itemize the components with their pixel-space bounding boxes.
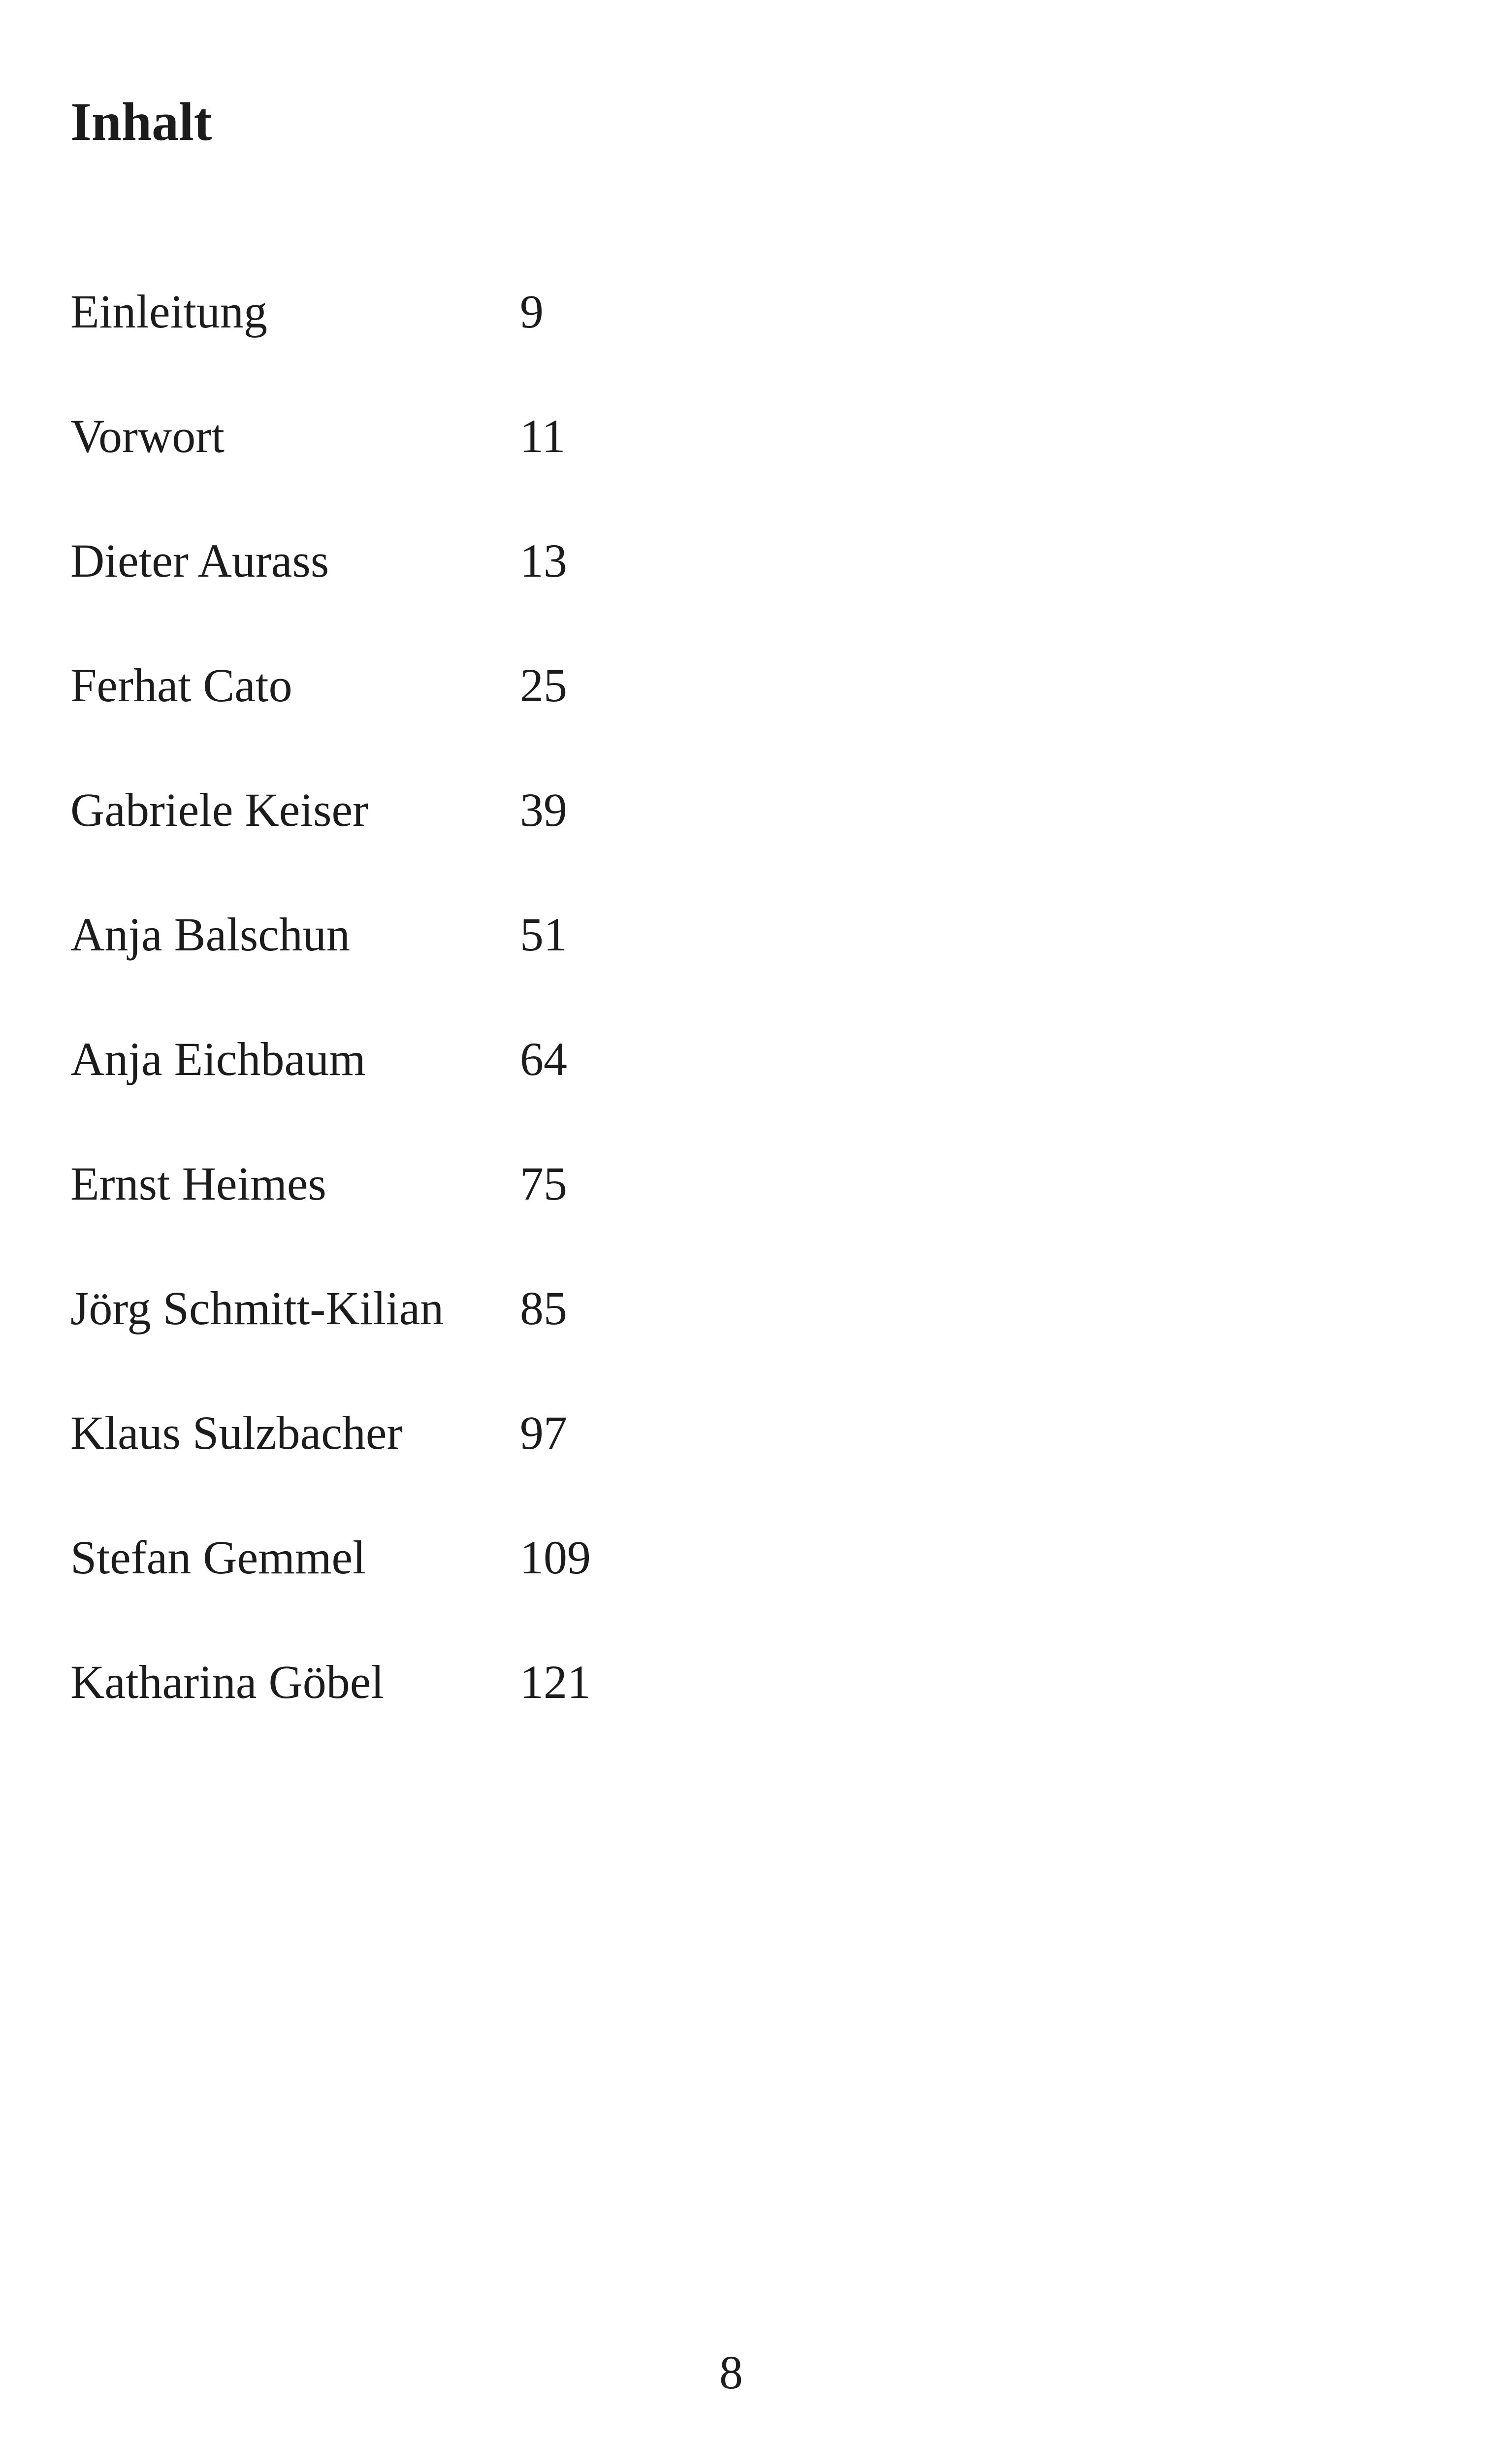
toc-entry-page: 13 — [520, 534, 567, 587]
toc-entry-page: 85 — [520, 1282, 567, 1335]
toc-entry-ferhat-cato[interactable] — [70, 659, 858, 786]
toc-entry-label: Ernst Heimes — [70, 1157, 326, 1210]
toc-entry-page: 9 — [520, 285, 544, 338]
toc-entry-katharina-goebel[interactable] — [70, 1656, 858, 1783]
toc-entry-page: 64 — [520, 1033, 567, 1085]
toc-entry-label: Anja Balschun — [70, 908, 350, 961]
toc-entry-stefan-gemmel[interactable] — [70, 1531, 858, 1659]
toc-entry-label: Anja Eichbaum — [70, 1033, 366, 1085]
toc-entry-klaus-sulzbacher[interactable] — [70, 1406, 858, 1534]
toc-entry-anja-balschun[interactable] — [70, 908, 858, 1036]
toc-entry-joerg-schmitt-kilian[interactable] — [70, 1282, 858, 1409]
toc-entry-label: Dieter Aurass — [70, 534, 329, 587]
toc-entry-label: Ferhat Cato — [70, 659, 292, 712]
toc-entry-label: Jörg Schmitt-Kilian — [70, 1282, 444, 1335]
toc-entry-anja-eichbaum[interactable] — [70, 1033, 858, 1160]
toc-entry-label: Einleitung — [70, 285, 267, 338]
toc-entry-ernst-heimes[interactable] — [70, 1157, 858, 1285]
toc-entry-label: Katharina Göbel — [70, 1656, 385, 1708]
toc-entry-page: 51 — [520, 908, 567, 961]
toc-entry-vorwort[interactable] — [70, 410, 858, 537]
toc-entry-label: Gabriele Keiser — [70, 783, 369, 836]
toc-entry-page: 97 — [520, 1406, 567, 1459]
toc-entry-page: 11 — [520, 410, 566, 462]
toc-entry-label: Vorwort — [70, 410, 225, 462]
page-number: 8 — [719, 2346, 743, 2399]
toc-entry-label: Klaus Sulzbacher — [70, 1406, 403, 1459]
toc-entry-label: Stefan Gemmel — [70, 1531, 366, 1584]
toc-entry-page: 109 — [520, 1531, 591, 1584]
toc-entry-page: 39 — [520, 783, 567, 836]
page-title: Inhalt — [70, 92, 212, 152]
toc-entry-gabriele-keiser[interactable] — [70, 783, 858, 911]
table-of-contents — [70, 285, 858, 1783]
toc-entry-page: 75 — [520, 1157, 567, 1210]
toc-entry-einleitung[interactable] — [70, 285, 858, 413]
toc-entry-page: 121 — [520, 1656, 591, 1708]
toc-entry-dieter-aurass[interactable] — [70, 534, 858, 662]
toc-entry-page: 25 — [520, 659, 567, 712]
